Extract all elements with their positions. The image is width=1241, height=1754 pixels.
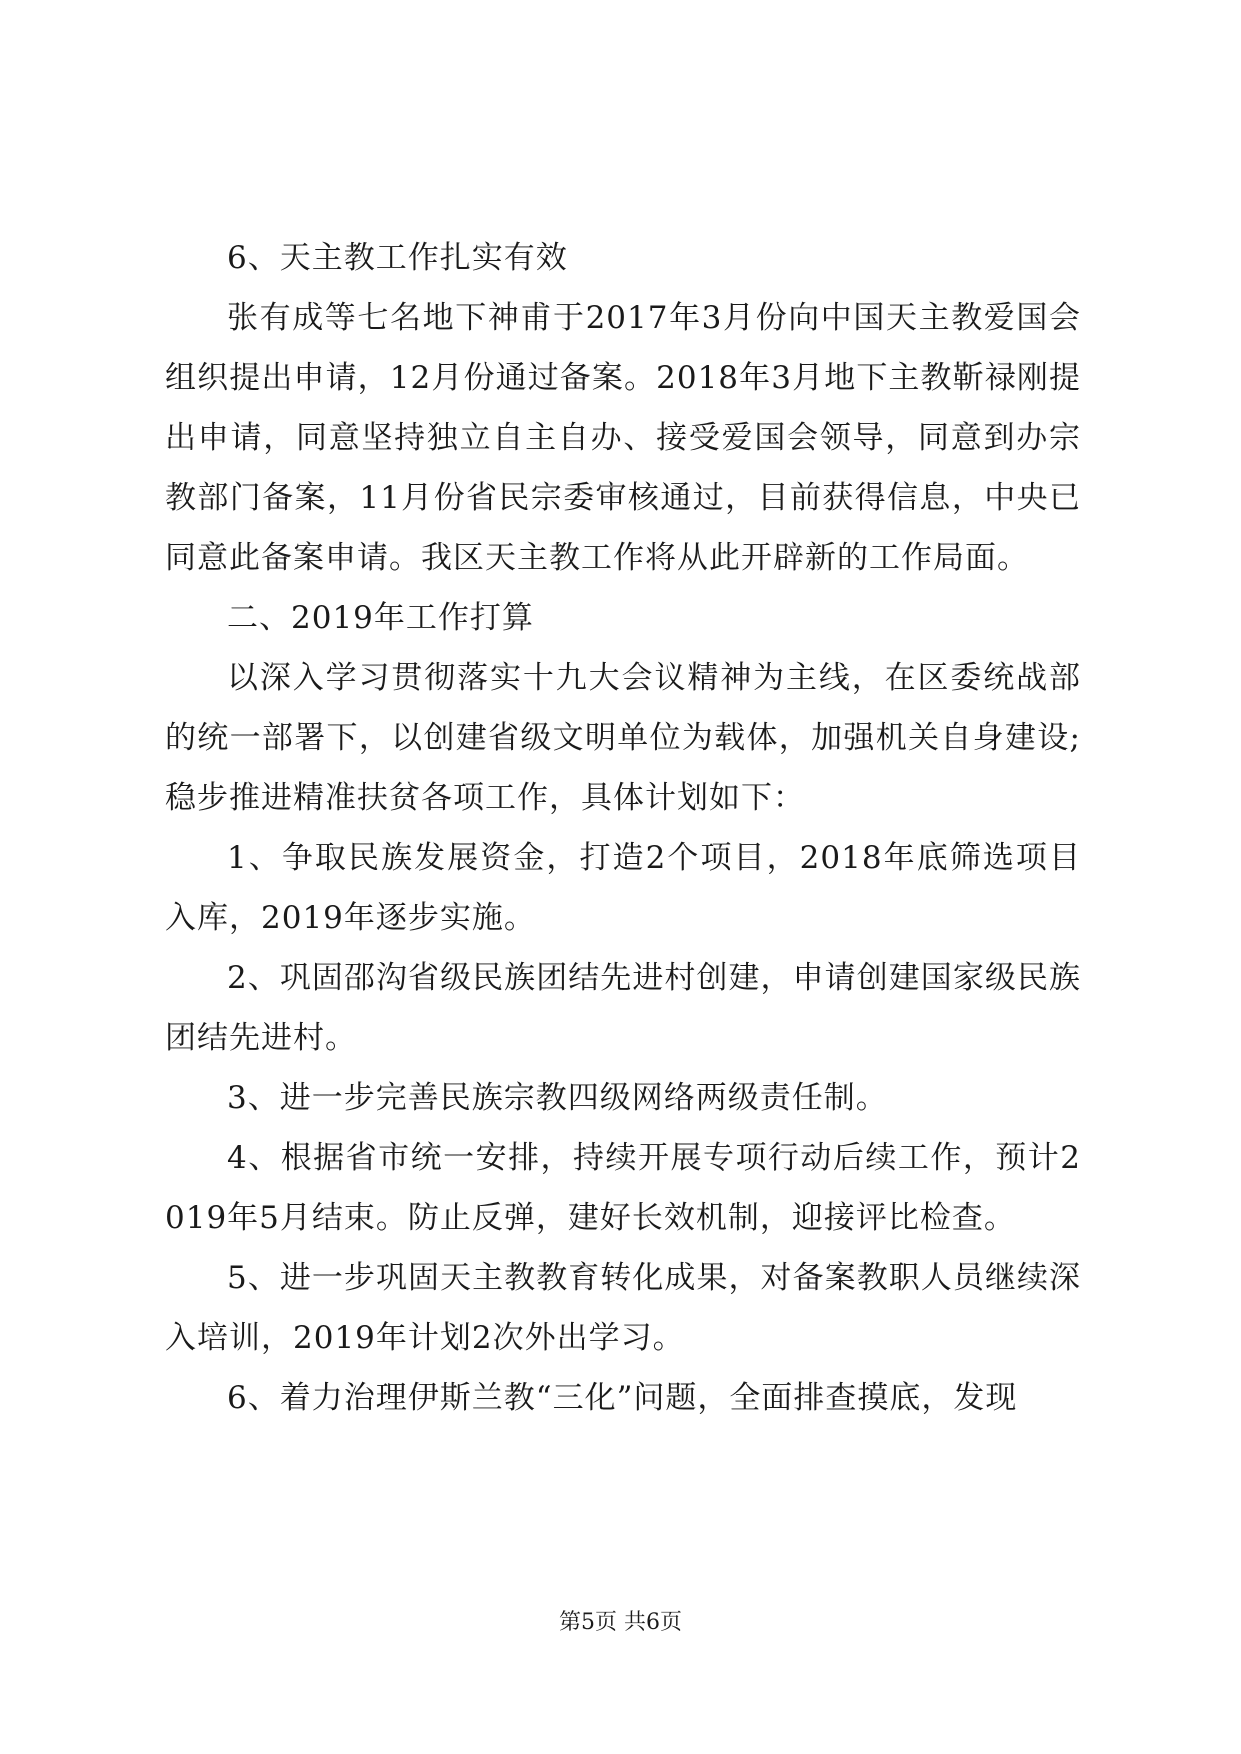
section-heading-2019-plan: 二、2019年工作打算 (227, 600, 534, 636)
page-footer (0, 1608, 1241, 1638)
plan-item-3: 3、进一步完善民族宗教四级网络两级责任制。 (227, 1080, 888, 1116)
section-heading-catholic-work: 6、天主教工作扎实有效 (227, 240, 568, 276)
page-total: 共6页 (624, 1610, 682, 1635)
plan-item-6: 6、着力治理伊斯兰教“三化”问题，全面排查摸底，发现 (227, 1380, 1018, 1416)
paragraph-plan-intro: 以深入学习贯彻落实十九大会议精神为主线，在区委统战部的统一部署下，以创建省级文明单位为载体，加强机关自身建设;稳步推进精准扶贫各项工作，具体计划如下： (165, 660, 1081, 816)
plan-item-4: 4、根据省市统一安排，持续开展专项行动后续工作，预计2019年5月结束。防止反弹，建好长效机制，迎接评比检查。 (165, 1140, 1081, 1236)
plan-item-1: 1、争取民族发展资金，打造2个项目，2018年底筛选项目入库，2019年逐步实施。 (165, 840, 1081, 936)
paragraph-catholic-registration: 张有成等七名地下神甫于2017年3月份向中国天主教爱国会组织提出申请，12月份通过备案。2018年3月地下主教靳禄刚提出申请，同意坚持独立自主自办、接受爱国会领导，同意到办宗教部门备案，11月份省民宗委审核通过，目前获得信息，中央已同意此备案申请。我区天主教工作将从此开辟新的工作局面。 (165, 300, 1081, 576)
plan-item-5: 5、进一步巩固天主教教育转化成果，对备案教职人员继续深入培训，2019年计划2次外出学习。 (165, 1260, 1081, 1356)
document-body (165, 228, 1081, 1428)
page-number: 第5页 (559, 1610, 617, 1635)
plan-item-2: 2、巩固邵沟省级民族团结先进村创建，申请创建国家级民族团结先进村。 (165, 960, 1081, 1056)
